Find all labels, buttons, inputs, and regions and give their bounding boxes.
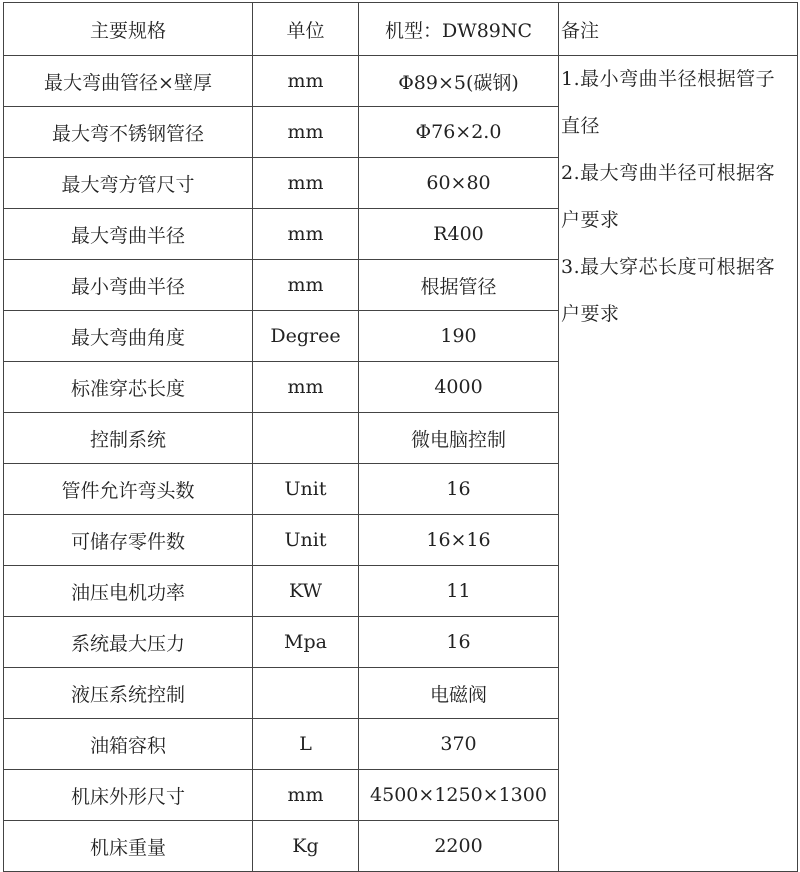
unit-cell: Mpa [253,617,359,668]
value-cell: 4500×1250×1300 [359,770,559,821]
header-model: 机型：DW89NC [359,3,559,56]
unit-cell: Unit [253,464,359,515]
value-cell: Φ89×5(碳钢) [359,56,559,107]
header-spec: 主要规格 [4,3,253,56]
spec-cell: 油箱容积 [4,719,253,770]
header-unit: 单位 [253,3,359,56]
value-cell: 11 [359,566,559,617]
spec-cell: 可储存零件数 [4,515,253,566]
spec-cell: 管件允许弯头数 [4,464,253,515]
value-cell: Φ76×2.0 [359,107,559,158]
unit-cell: mm [253,770,359,821]
unit-cell: mm [253,260,359,311]
unit-cell: mm [253,209,359,260]
spec-cell: 最大弯不锈钢管径 [4,107,253,158]
header-row [4,3,798,56]
spec-cell: 系统最大压力 [4,617,253,668]
unit-cell: KW [253,566,359,617]
unit-cell [253,413,359,464]
unit-cell: mm [253,158,359,209]
remark-line: 3.最大穿芯长度可根据客 [561,256,776,278]
spec-cell: 最大弯曲管径×壁厚 [4,56,253,107]
remark-line: 2.最大弯曲半径可根据客 [561,162,776,184]
spec-table [3,2,798,872]
remark-line: 户要求 [561,209,620,231]
value-cell: 16 [359,617,559,668]
spec-cell: 油压电机功率 [4,566,253,617]
unit-cell: mm [253,362,359,413]
unit-cell: Kg [253,821,359,872]
value-cell: 微电脑控制 [359,413,559,464]
spec-cell: 标准穿芯长度 [4,362,253,413]
value-cell: 16×16 [359,515,559,566]
unit-cell: Unit [253,515,359,566]
value-cell: 4000 [359,362,559,413]
spec-cell: 机床外形尺寸 [4,770,253,821]
remark-line: 1.最小弯曲半径根据管子 [561,68,776,90]
unit-cell: mm [253,56,359,107]
unit-cell [253,668,359,719]
spec-table-body [4,3,798,872]
remark-line: 户要求 [561,303,620,325]
spec-cell: 机床重量 [4,821,253,872]
value-cell: 电磁阀 [359,668,559,719]
spec-cell: 最大弯方管尺寸 [4,158,253,209]
spec-cell: 最小弯曲半径 [4,260,253,311]
spec-cell: 最大弯曲角度 [4,311,253,362]
value-cell: 60×80 [359,158,559,209]
value-cell: 根据管径 [359,260,559,311]
value-cell: R400 [359,209,559,260]
value-cell: 190 [359,311,559,362]
header-remarks: 备注 [559,3,798,56]
unit-cell: L [253,719,359,770]
unit-cell: Degree [253,311,359,362]
remarks-cell [559,56,798,872]
value-cell: 370 [359,719,559,770]
spec-cell: 控制系统 [4,413,253,464]
spec-cell: 液压系统控制 [4,668,253,719]
spec-cell: 最大弯曲半径 [4,209,253,260]
table-row [4,56,798,107]
unit-cell: mm [253,107,359,158]
value-cell: 2200 [359,821,559,872]
remark-line: 直径 [561,115,601,137]
value-cell: 16 [359,464,559,515]
